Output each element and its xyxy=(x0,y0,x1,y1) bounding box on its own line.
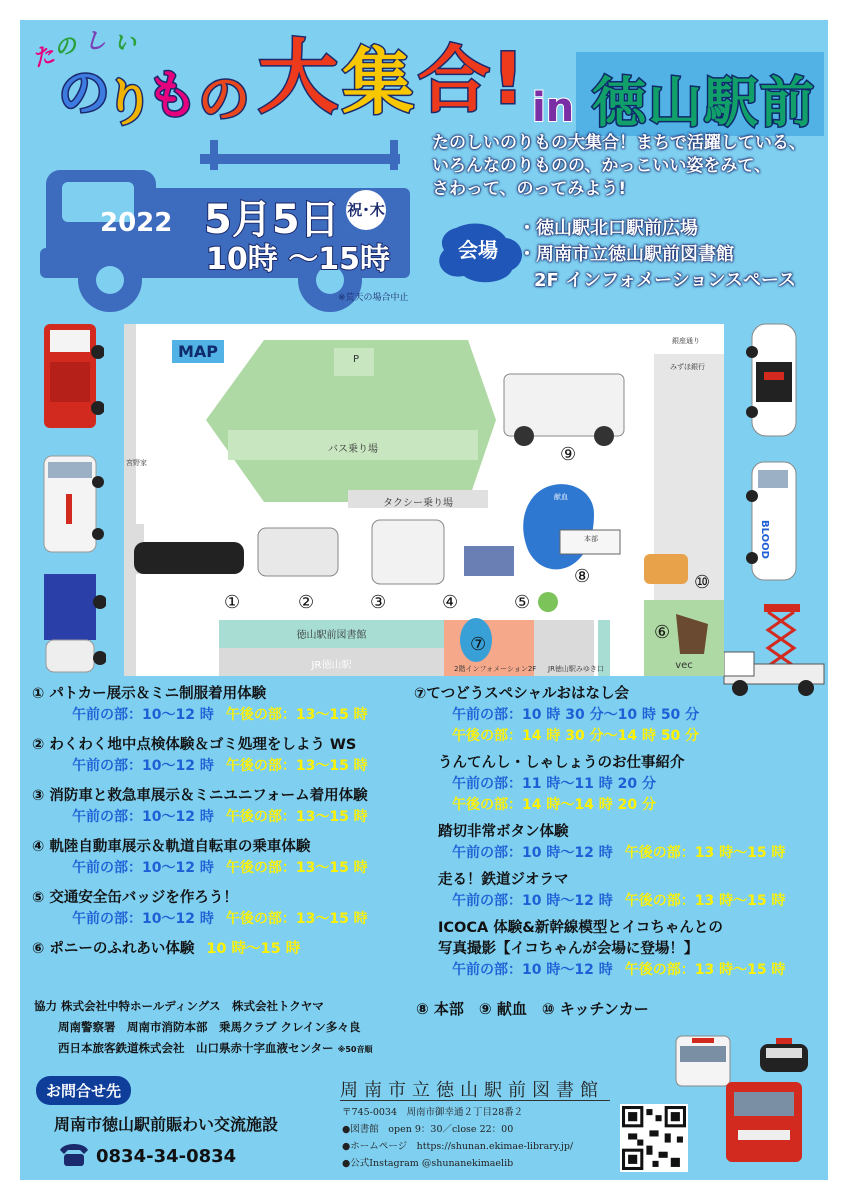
contact-organization: 周南市徳山駅前賑わい交流施設 xyxy=(54,1115,279,1134)
map-marker-7: ⑦ xyxy=(470,634,487,655)
event-times xyxy=(414,960,824,981)
intro-line: たのしいのりもの大集合！まちで活躍している、 xyxy=(432,133,806,153)
venue-line: 2F インフォメーションスペース xyxy=(534,270,797,291)
title-char: い xyxy=(114,31,137,56)
event-title: ③ 消防車と救急車展示＆ミニユニフォーム着用体験 xyxy=(32,788,368,804)
am-time: 午前の部：10〜12 時 xyxy=(72,758,214,774)
map-marker-9: ⑨ xyxy=(560,444,577,465)
event-times xyxy=(32,705,432,726)
am-time: 午前の部：10 時〜12 時 xyxy=(452,962,613,978)
title-char: の xyxy=(58,64,111,124)
event-times xyxy=(32,858,432,879)
pm-time: 午後の部：13〜15 時 xyxy=(225,707,368,723)
map-marker-4: ④ xyxy=(442,592,459,613)
events-left-column xyxy=(32,684,432,969)
library-hours: ●図書館 open 9：30／close 22：00 xyxy=(342,1124,514,1135)
map-jr-station: JR徳山駅 xyxy=(311,660,352,671)
venue-line: ・周南市立徳山駅前図書館 xyxy=(518,244,734,265)
divider xyxy=(340,1100,610,1101)
event-item xyxy=(32,888,432,930)
event-item xyxy=(32,735,432,777)
am-time: 午前の部：10〜12 時 xyxy=(72,707,214,723)
am-time: 午前の部：10 時 30 分〜10 時 50 分 xyxy=(452,707,700,723)
map-info-2f: 2階インフォメーション2F xyxy=(454,665,537,673)
event-title: ⑦てつどうスペシャルおはなし会 xyxy=(414,686,629,702)
event-time-am xyxy=(414,774,824,795)
intro-line: さわって、のってみよう! xyxy=(432,179,627,199)
event-pony xyxy=(32,939,432,960)
am-time: 午前の部：10 時〜12 時 xyxy=(452,845,613,861)
event-title: ① パトカー展示＆ミニ制服着用体験 xyxy=(32,686,267,702)
map-miyano: 宮野家 xyxy=(126,459,147,467)
contact-phone: 0834-34-0834 xyxy=(96,1146,237,1167)
map-marker-5: ⑤ xyxy=(514,592,531,613)
pm-time: 午後の部：14 時〜14 時 20 分 xyxy=(452,797,656,813)
library-info xyxy=(342,1104,573,1172)
pm-time: 午後の部：13 時〜15 時 xyxy=(624,962,786,978)
map-bus-stop: バス乗り場 xyxy=(328,444,378,455)
station-title: 徳山駅前 xyxy=(592,71,816,134)
facility-legend: ⑧ 本部 ⑨ 献血 ⑩ キッチンカー xyxy=(416,1000,649,1018)
pm-time: 午後の部：13 時〜15 時 xyxy=(624,893,786,909)
fire-engine-icon xyxy=(38,322,104,434)
map-marker-6: ⑥ xyxy=(654,622,671,643)
event-item xyxy=(414,918,824,981)
event-item xyxy=(32,837,432,879)
am-time: 午前の部：10〜12 時 xyxy=(72,911,214,927)
event-times xyxy=(414,843,824,864)
ambulance-icon xyxy=(40,454,104,554)
event-item xyxy=(414,870,824,912)
venue-line: ・徳山駅北口駅前広場 xyxy=(518,218,698,239)
blood-donation-car-icon xyxy=(744,460,808,584)
title-char: り xyxy=(104,74,154,132)
pm-time: 午後の部：13〜15 時 xyxy=(225,758,368,774)
cooperation-note: ※50音順 xyxy=(337,1045,373,1054)
event-item xyxy=(32,939,432,960)
title-char: も xyxy=(146,66,199,126)
intro-text xyxy=(432,132,828,201)
qr-code-icon[interactable] xyxy=(620,1104,688,1172)
event-times xyxy=(414,891,824,912)
intro-line: いろんなのりものの、かっこいい姿をみて、 xyxy=(432,156,771,176)
event-day-of-week: 祝･木 xyxy=(346,190,386,230)
event-year: 2022 xyxy=(100,208,173,238)
cooperation-line-text: 西日本旅客鉄道株式会社 山口県赤十字血液センター xyxy=(58,1041,334,1055)
title-char: ! xyxy=(492,38,524,120)
map-ginza: 銀座通り xyxy=(672,337,700,345)
contact-tag: お問合せ先 xyxy=(36,1076,131,1105)
title-char: し xyxy=(84,29,107,54)
pm-time: 午後の部：13〜15 時 xyxy=(225,809,368,825)
pm-time: 午後の部：14 時 30 分〜14 時 50 分 xyxy=(452,728,700,744)
map-mizuho: みずほ銀行 xyxy=(670,363,705,371)
cooperation-line: 周南警察署 周南市消防本部 乗馬クラブ クレイン多々良 xyxy=(58,1020,361,1034)
am-time: 午前の部：10 時〜12 時 xyxy=(452,893,613,909)
am-time: 午前の部：10〜12 時 xyxy=(72,860,214,876)
cooperation-line: 協力 株式会社中特ホールディングス 株式会社トクヤマ xyxy=(34,999,324,1013)
events-right-column xyxy=(414,684,824,990)
event-times xyxy=(32,756,432,777)
phone-icon xyxy=(58,1142,90,1168)
title-char: 大 xyxy=(258,31,338,124)
map-hq-tent: 本部 xyxy=(584,535,598,543)
title-char: の xyxy=(198,70,251,130)
event-time-pm xyxy=(414,795,824,816)
pony-time: 10 時〜15 時 xyxy=(206,941,301,957)
venue-label: 会場 xyxy=(458,238,498,262)
pm-time: 午後の部：13〜15 時 xyxy=(225,860,368,876)
rain-note: ※荒天の場合中止 xyxy=(338,293,409,303)
pm-time: 午後の部：13〜15 時 xyxy=(225,911,368,927)
map-marker-2: ② xyxy=(298,592,315,613)
event-title xyxy=(22,30,582,140)
event-title: 踏切非常ボタン体験 xyxy=(438,824,569,840)
map-vec: vec xyxy=(675,660,693,671)
fire-engine-front-icon xyxy=(722,1078,806,1166)
map-library: 徳山駅前図書館 xyxy=(296,630,367,641)
title-char: の xyxy=(52,33,79,62)
map-marker-3: ③ xyxy=(370,592,387,613)
am-time: 午前の部：11 時〜11 時 20 分 xyxy=(452,776,656,792)
venue-list xyxy=(518,216,796,294)
event-title: 走る！鉄道ジオラマ xyxy=(438,872,569,888)
library-instagram: ●公式Instagram @shunanekimaelib xyxy=(342,1158,514,1169)
map-parking: P xyxy=(352,354,360,365)
library-name: 周南市立徳山駅前図書館 xyxy=(340,1080,604,1101)
map-marker-1: ① xyxy=(224,592,241,613)
cooperation-line xyxy=(34,1038,372,1060)
event-item xyxy=(32,786,432,828)
title-char: た xyxy=(29,41,59,73)
map-label: MAP xyxy=(172,340,224,363)
police-car-front-icon xyxy=(756,1034,812,1076)
event-time-am xyxy=(414,705,824,726)
garbage-truck-icon xyxy=(40,572,106,676)
event-date: 5月5日 xyxy=(204,197,340,243)
event-title: ⑤ 交通安全缶バッジを作ろう！ xyxy=(32,890,238,906)
event-title: うんてんし・しゃしょうのお仕事紹介 xyxy=(438,755,685,771)
cooperation-list xyxy=(34,996,372,1060)
event-time-pm xyxy=(414,726,824,747)
map-marker-8: ⑧ xyxy=(574,566,591,587)
pony-title: ⑥ ポニーのふれあい体験 xyxy=(32,941,195,957)
event-times xyxy=(32,807,432,828)
event-time: 10時 〜15時 xyxy=(206,242,390,277)
pm-time: 午後の部：13 時〜15 時 xyxy=(624,845,786,861)
am-time: 午前の部：10〜12 時 xyxy=(72,809,214,825)
event-title: ② わくわく地中点検体験＆ゴミ処理をしよう WS xyxy=(32,737,357,753)
event-title-line2: 写真撮影【イコちゃんが会場に登場！】 xyxy=(438,941,699,957)
blood-car-label: BLOOD xyxy=(759,520,770,559)
event-item xyxy=(414,753,824,816)
event-item xyxy=(414,822,824,864)
library-address: 〒745-0034 周南市御幸通２丁目28番２ xyxy=(342,1107,524,1118)
event-title: ICOCA 体験&新幹線模型とイコちゃんとの xyxy=(438,920,723,936)
map-blood-area: 献血 xyxy=(554,493,568,501)
event-times xyxy=(32,909,432,930)
event-title: ④ 軌陸自動車展示＆軌道自転車の乗車体験 xyxy=(32,839,311,855)
title-char: 合 xyxy=(418,38,491,122)
map-jr-sub: JR徳山駅みゆき口 xyxy=(548,665,604,673)
police-car-icon xyxy=(744,322,808,440)
map-marker-10: ⑩ xyxy=(694,572,711,593)
event-item xyxy=(32,684,432,726)
event-map xyxy=(124,324,724,676)
event-item xyxy=(414,684,824,747)
library-homepage: ●ホームページ https://shunan.ekimae-library.jp/ xyxy=(342,1141,574,1152)
title-char: 集 xyxy=(342,40,415,124)
title-in: in xyxy=(532,85,575,131)
map-taxi-stand: タクシー乗り場 xyxy=(383,498,453,509)
